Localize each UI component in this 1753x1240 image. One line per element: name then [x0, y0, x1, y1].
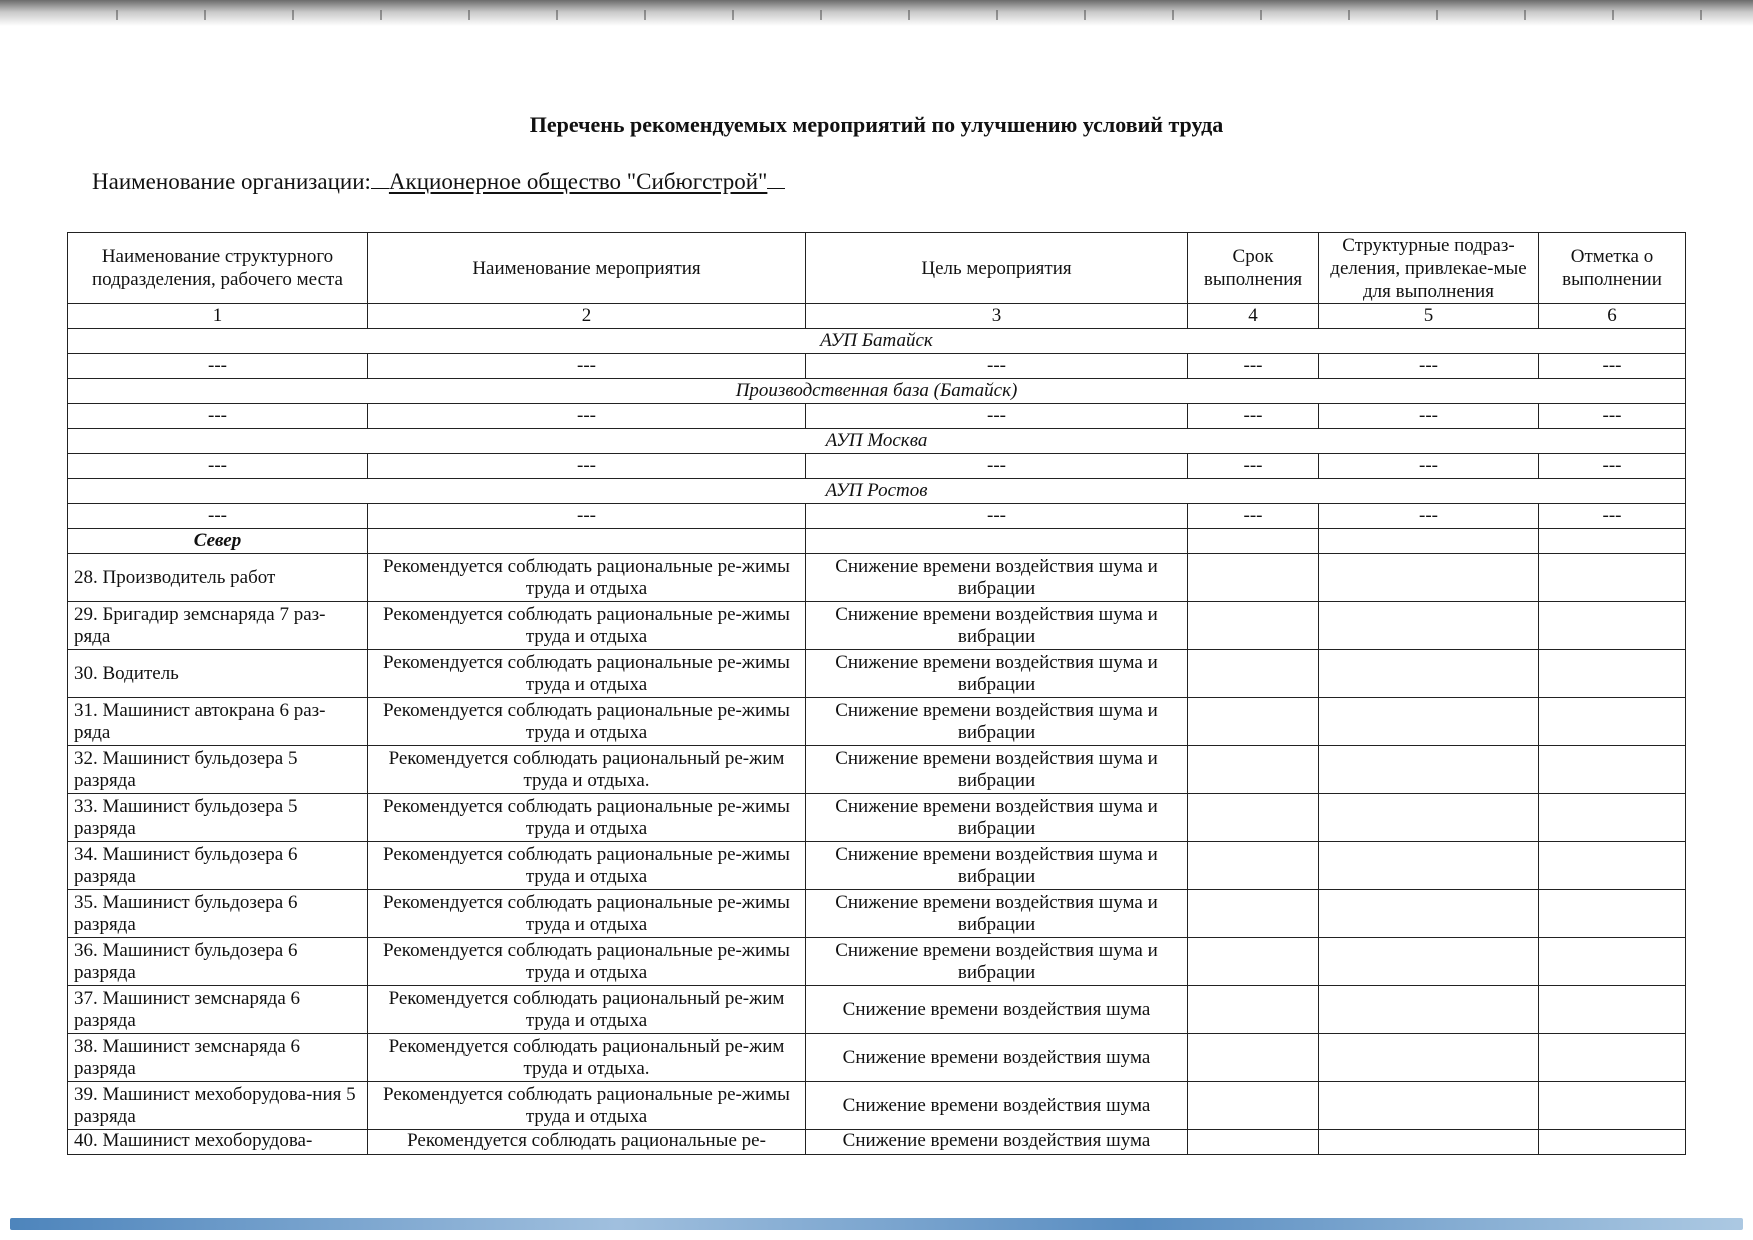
departments-cell	[1319, 794, 1539, 842]
column-number: 1	[68, 304, 368, 329]
dash-cell: ---	[368, 454, 806, 479]
section-row	[68, 329, 1686, 354]
table-row	[68, 794, 1686, 842]
organization-label: Наименование организации:	[92, 169, 371, 194]
workplace-cell: 33. Машинист бульдозера 5 разряда	[68, 794, 368, 842]
measure-cell: Рекомендуется соблюдать рациональные ре-жимы труда и отдыха	[368, 938, 806, 986]
empty-cell	[1539, 529, 1686, 554]
departments-cell	[1319, 1034, 1539, 1082]
dash-cell: ---	[806, 454, 1188, 479]
organization-underline-lead	[371, 170, 389, 189]
workplace-cell: 29. Бригадир земснаряда 7 раз-ряда	[68, 602, 368, 650]
table-row	[68, 650, 1686, 698]
deadline-cell	[1188, 890, 1319, 938]
goal-cell: Снижение времени воздействия шума и вибрации	[806, 650, 1188, 698]
header-goal: Цель мероприятия	[806, 233, 1188, 304]
empty-cell	[1188, 529, 1319, 554]
departments-cell	[1319, 746, 1539, 794]
dash-cell: ---	[368, 404, 806, 429]
measure-cell: Рекомендуется соблюдать рациональные ре-жимы труда и отдыха	[368, 1082, 806, 1130]
deadline-cell	[1188, 1034, 1319, 1082]
section-row	[68, 479, 1686, 504]
departments-cell	[1319, 842, 1539, 890]
empty-cell	[806, 529, 1188, 554]
dash-cell: ---	[68, 504, 368, 529]
scan-bottom-edge	[10, 1218, 1743, 1230]
subsection-row	[68, 529, 1686, 554]
measure-cell: Рекомендуется соблюдать рациональный ре-жим труда и отдыха.	[368, 746, 806, 794]
workplace-cell: 37. Машинист земснаряда 6 разряда	[68, 986, 368, 1034]
dash-cell: ---	[1188, 354, 1319, 379]
completion-cell	[1539, 794, 1686, 842]
table-row	[68, 1082, 1686, 1130]
measure-cell: Рекомендуется соблюдать рациональные ре-жимы труда и отдыха	[368, 602, 806, 650]
departments-cell	[1319, 938, 1539, 986]
column-number-row	[68, 304, 1686, 329]
empty-cell	[368, 529, 806, 554]
dash-cell: ---	[1188, 454, 1319, 479]
dash-cell: ---	[1319, 504, 1539, 529]
table-row	[68, 698, 1686, 746]
section-row	[68, 379, 1686, 404]
deadline-cell	[1188, 842, 1319, 890]
goal-cell: Снижение времени воздействия шума	[806, 1034, 1188, 1082]
deadline-cell	[1188, 554, 1319, 602]
completion-cell	[1539, 554, 1686, 602]
departments-cell	[1319, 890, 1539, 938]
completion-cell	[1539, 842, 1686, 890]
table-row	[68, 1034, 1686, 1082]
document-title: Перечень рекомендуемых мероприятий по улучшению условий труда	[529, 112, 1224, 137]
goal-cell: Снижение времени воздействия шума и вибрации	[806, 794, 1188, 842]
workplace-cell: 40. Машинист мехоборудова-	[68, 1130, 368, 1155]
dash-cell: ---	[806, 504, 1188, 529]
deadline-cell	[1188, 602, 1319, 650]
section-title: АУП Ростов	[68, 479, 1686, 504]
column-number: 5	[1319, 304, 1539, 329]
goal-cell: Снижение времени воздействия шума и вибрации	[806, 938, 1188, 986]
goal-cell: Снижение времени воздействия шума и вибрации	[806, 890, 1188, 938]
deadline-cell	[1188, 746, 1319, 794]
measure-cell: Рекомендуется соблюдать рациональные ре-жимы труда и отдыха	[368, 698, 806, 746]
completion-cell	[1539, 650, 1686, 698]
header-deadline: Срок выполнения	[1188, 233, 1319, 304]
organization-value: Акционерное общество "Сибюгстрой"	[388, 169, 768, 194]
table-row	[68, 554, 1686, 602]
departments-cell	[1319, 986, 1539, 1034]
header-workplace: Наименование структурного подразделения, рабочего места	[68, 233, 368, 304]
dash-cell: ---	[806, 354, 1188, 379]
deadline-cell	[1188, 650, 1319, 698]
measure-cell: Рекомендуется соблюдать рациональные ре-	[368, 1130, 806, 1155]
measure-cell: Рекомендуется соблюдать рациональный ре-жим труда и отдыха.	[368, 1034, 806, 1082]
column-number: 4	[1188, 304, 1319, 329]
goal-cell: Снижение времени воздействия шума и вибрации	[806, 842, 1188, 890]
workplace-cell: 34. Машинист бульдозера 6 разряда	[68, 842, 368, 890]
dash-cell: ---	[1539, 504, 1686, 529]
empty-row	[68, 354, 1686, 379]
table-row	[68, 842, 1686, 890]
section-title: Производственная база (Батайск)	[68, 379, 1686, 404]
goal-cell: Снижение времени воздействия шума и вибрации	[806, 698, 1188, 746]
measure-cell: Рекомендуется соблюдать рациональные ре-жимы труда и отдыха	[368, 842, 806, 890]
completion-cell	[1539, 602, 1686, 650]
measure-cell: Рекомендуется соблюдать рациональные ре-жимы труда и отдыха	[368, 890, 806, 938]
header-completion-mark: Отметка о выполнении	[1539, 233, 1686, 304]
deadline-cell	[1188, 794, 1319, 842]
table-row	[68, 938, 1686, 986]
goal-cell: Снижение времени воздействия шума и вибрации	[806, 746, 1188, 794]
column-number: 2	[368, 304, 806, 329]
scan-top-ticks	[30, 10, 1720, 20]
section-title: АУП Москва	[68, 429, 1686, 454]
dash-cell: ---	[68, 354, 368, 379]
departments-cell	[1319, 602, 1539, 650]
goal-cell: Снижение времени воздействия шума	[806, 1130, 1188, 1155]
workplace-cell: 36. Машинист бульдозера 6 разряда	[68, 938, 368, 986]
column-number: 3	[806, 304, 1188, 329]
table-row	[68, 890, 1686, 938]
empty-cell	[1319, 529, 1539, 554]
completion-cell	[1539, 1034, 1686, 1082]
deadline-cell	[1188, 1130, 1319, 1155]
dash-cell: ---	[1319, 404, 1539, 429]
goal-cell: Снижение времени воздействия шума	[806, 986, 1188, 1034]
completion-cell	[1539, 890, 1686, 938]
table-row	[68, 986, 1686, 1034]
goal-cell: Снижение времени воздействия шума	[806, 1082, 1188, 1130]
dash-cell: ---	[1319, 354, 1539, 379]
empty-row	[68, 454, 1686, 479]
departments-cell	[1319, 554, 1539, 602]
dash-cell: ---	[68, 404, 368, 429]
table-header-row	[68, 233, 1686, 304]
deadline-cell	[1188, 698, 1319, 746]
workplace-cell: 30. Водитель	[68, 650, 368, 698]
organization-line	[92, 169, 785, 195]
header-measure: Наименование мероприятия	[368, 233, 806, 304]
dash-cell: ---	[1539, 454, 1686, 479]
measure-cell: Рекомендуется соблюдать рациональные ре-жимы труда и отдыха	[368, 554, 806, 602]
header-departments: Структурные подраз-деления, привлекае-мые для выполнения	[1319, 233, 1539, 304]
dash-cell: ---	[1319, 454, 1539, 479]
goal-cell: Снижение времени воздействия шума и вибрации	[806, 602, 1188, 650]
table-row	[68, 746, 1686, 794]
workplace-cell: 32. Машинист бульдозера 5 разряда	[68, 746, 368, 794]
deadline-cell	[1188, 986, 1319, 1034]
table-row	[68, 602, 1686, 650]
completion-cell	[1539, 698, 1686, 746]
table-row	[68, 1130, 1686, 1155]
measures-table	[67, 232, 1686, 1155]
measure-cell: Рекомендуется соблюдать рациональные ре-жимы труда и отдыха	[368, 650, 806, 698]
workplace-cell: 35. Машинист бульдозера 6 разряда	[68, 890, 368, 938]
departments-cell	[1319, 650, 1539, 698]
measure-cell: Рекомендуется соблюдать рациональные ре-жимы труда и отдыха	[368, 794, 806, 842]
workplace-cell: 28. Производитель работ	[68, 554, 368, 602]
workplace-cell: 38. Машинист земснаряда 6 разряда	[68, 1034, 368, 1082]
dash-cell: ---	[368, 354, 806, 379]
completion-cell	[1539, 746, 1686, 794]
completion-cell	[1539, 938, 1686, 986]
organization-underline-tail	[767, 170, 785, 189]
empty-row	[68, 404, 1686, 429]
completion-cell	[1539, 986, 1686, 1034]
departments-cell	[1319, 1082, 1539, 1130]
dash-cell: ---	[1539, 404, 1686, 429]
section-title: АУП Батайск	[68, 329, 1686, 354]
deadline-cell	[1188, 1082, 1319, 1130]
empty-row	[68, 504, 1686, 529]
column-number: 6	[1539, 304, 1686, 329]
section-row	[68, 429, 1686, 454]
completion-cell	[1539, 1082, 1686, 1130]
measure-cell: Рекомендуется соблюдать рациональный ре-жим труда и отдыха	[368, 986, 806, 1034]
completion-cell	[1539, 1130, 1686, 1155]
dash-cell: ---	[1539, 354, 1686, 379]
departments-cell	[1319, 1130, 1539, 1155]
departments-cell	[1319, 698, 1539, 746]
deadline-cell	[1188, 938, 1319, 986]
dash-cell: ---	[68, 454, 368, 479]
dash-cell: ---	[368, 504, 806, 529]
subsection-title: Север	[68, 529, 368, 554]
dash-cell: ---	[1188, 504, 1319, 529]
goal-cell: Снижение времени воздействия шума и вибрации	[806, 554, 1188, 602]
workplace-cell: 31. Машинист автокрана 6 раз-ряда	[68, 698, 368, 746]
dash-cell: ---	[806, 404, 1188, 429]
dash-cell: ---	[1188, 404, 1319, 429]
workplace-cell: 39. Машинист мехоборудова-ния 5 разряда	[68, 1082, 368, 1130]
